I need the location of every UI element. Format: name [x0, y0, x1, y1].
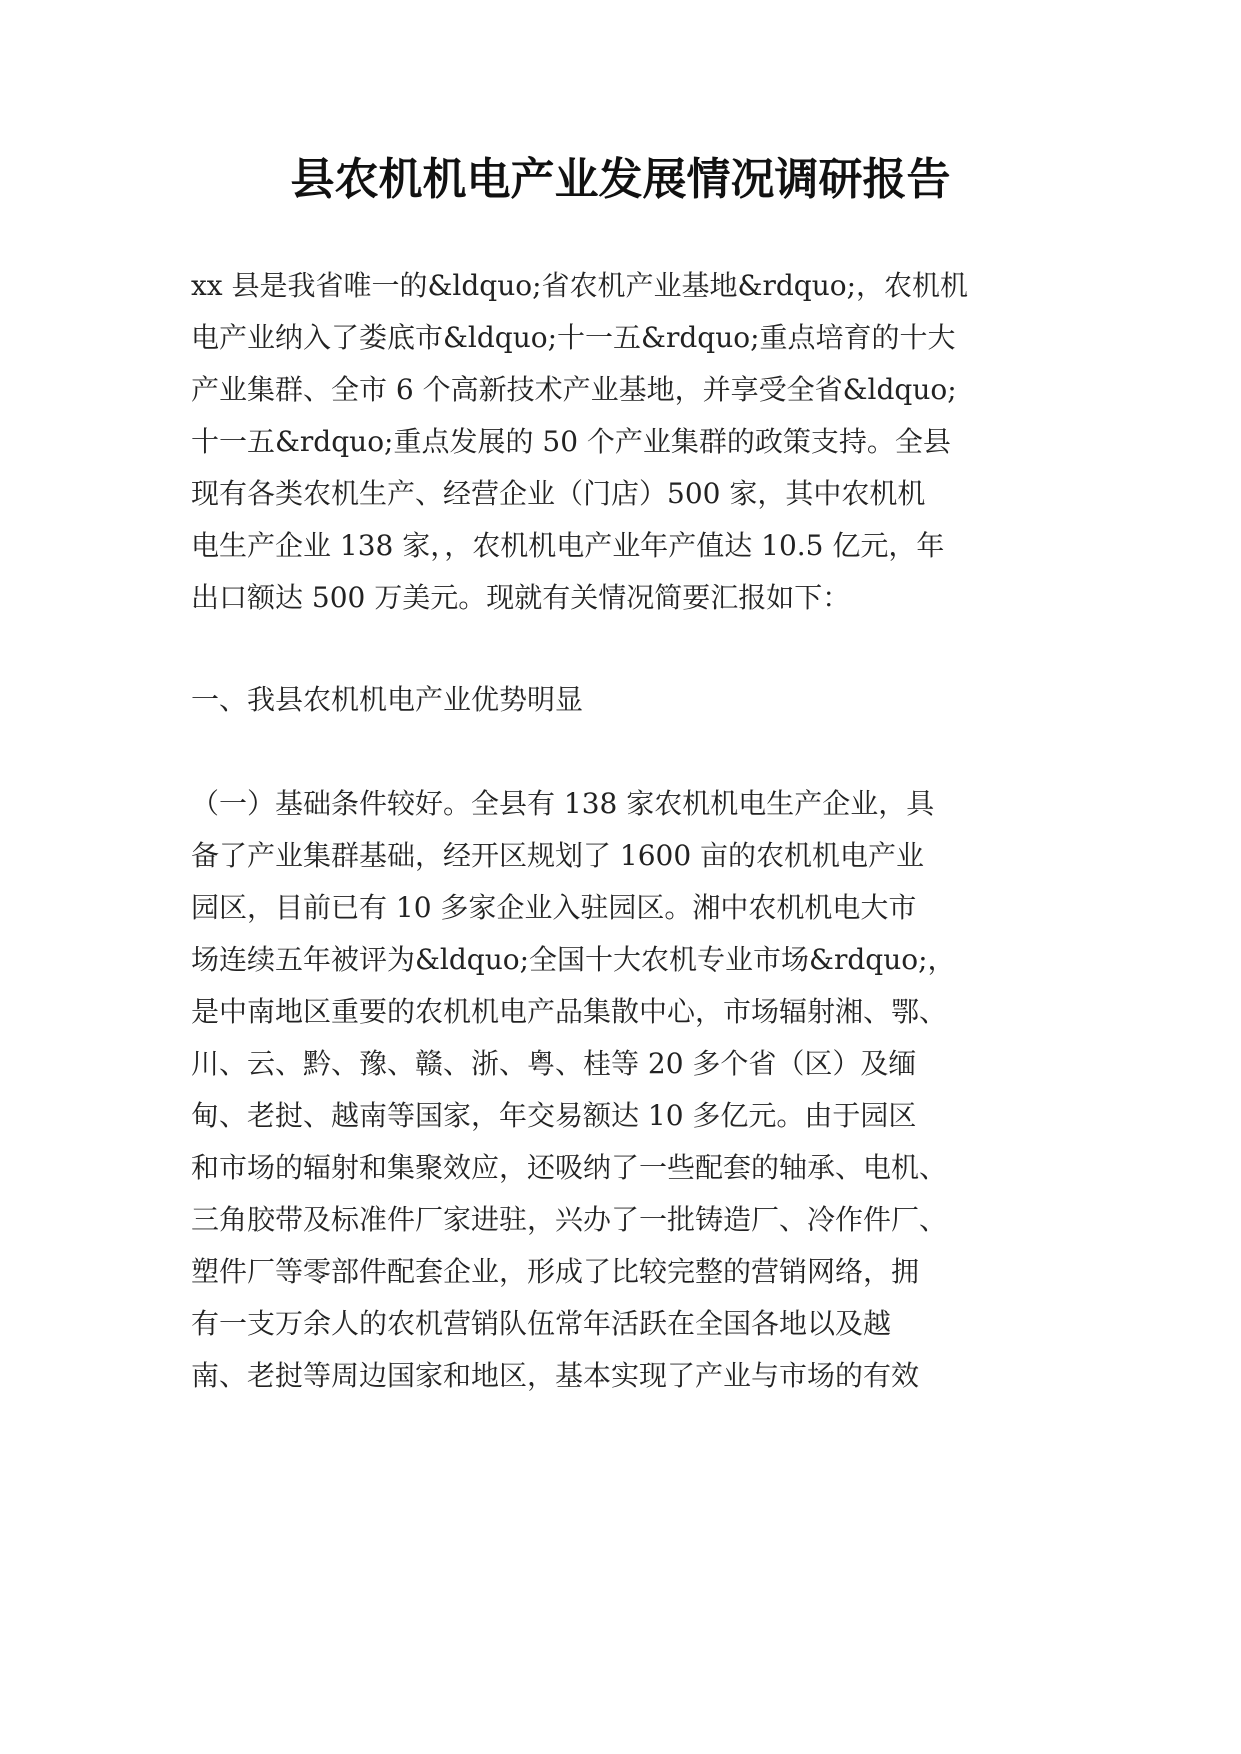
section-line-2: 备了产业集群基础，经开区规划了 1600 亩的农机机电产业: [191, 839, 925, 872]
section-line-4: 场连续五年被评为&ldquo;全国十大农机专业市场&rdquo;，: [191, 943, 956, 976]
section-line-12: 南、老挝等周边国家和地区，基本实现了产业与市场的有效: [191, 1359, 920, 1392]
intro-line-7: 出口额达 500 万美元。现就有关情况简要汇报如下：: [191, 581, 851, 614]
section-line-8: 和市场的辐射和集聚效应，还吸纳了一些配套的轴承、电机、: [191, 1151, 948, 1184]
section-line-3: 园区，目前已有 10 多家企业入驻园区。湘中农机机电大市: [191, 891, 917, 924]
section-line-9: 三角胶带及标准件厂家进驻，兴办了一批铸造厂、冷作件厂、: [191, 1203, 948, 1236]
intro-line-2: 电产业纳入了娄底市&ldquo;十一五&rdquo;重点培育的十大: [191, 321, 956, 354]
section-line-11: 有一支万余人的农机营销队伍常年活跃在全国各地以及越: [191, 1307, 892, 1340]
section-line-7: 甸、老挝、越南等国家，年交易额达 10 多亿元。由于园区: [191, 1099, 917, 1132]
section-line-5: 是中南地区重要的农机机电产品集散中心，市场辐射湘、鄂、: [191, 995, 948, 1028]
intro-line-3: 产业集群、全市 6 个高新技术产业基地，并享受全省&ldquo;: [191, 373, 957, 406]
intro-line-1: xx 县是我省唯一的&ldquo;省农机产业基地&rdquo;，农机机: [191, 269, 969, 302]
section-heading: 一、我县农机机电产业优势明显: [191, 683, 584, 716]
intro-line-5: 现有各类农机生产、经营企业（门店）500 家，其中农机机: [191, 477, 926, 510]
intro-line-4: 十一五&rdquo;重点发展的 50 个产业集群的政策支持。全县: [191, 425, 951, 458]
section-line-1: （一）基础条件较好。全县有 138 家农机机电生产企业，具: [191, 787, 935, 820]
intro-line-6: 电生产企业 138 家，，农机机电产业年产值达 10.5 亿元，年: [191, 529, 945, 562]
section-line-10: 塑件厂等零部件配套企业，形成了比较完整的营销网络，拥: [191, 1255, 920, 1288]
section-line-6: 川、云、黔、豫、赣、浙、粤、桂等 20 多个省（区）及缅: [191, 1047, 917, 1080]
document-title: 县农机机电产业发展情况调研报告: [290, 154, 951, 205]
